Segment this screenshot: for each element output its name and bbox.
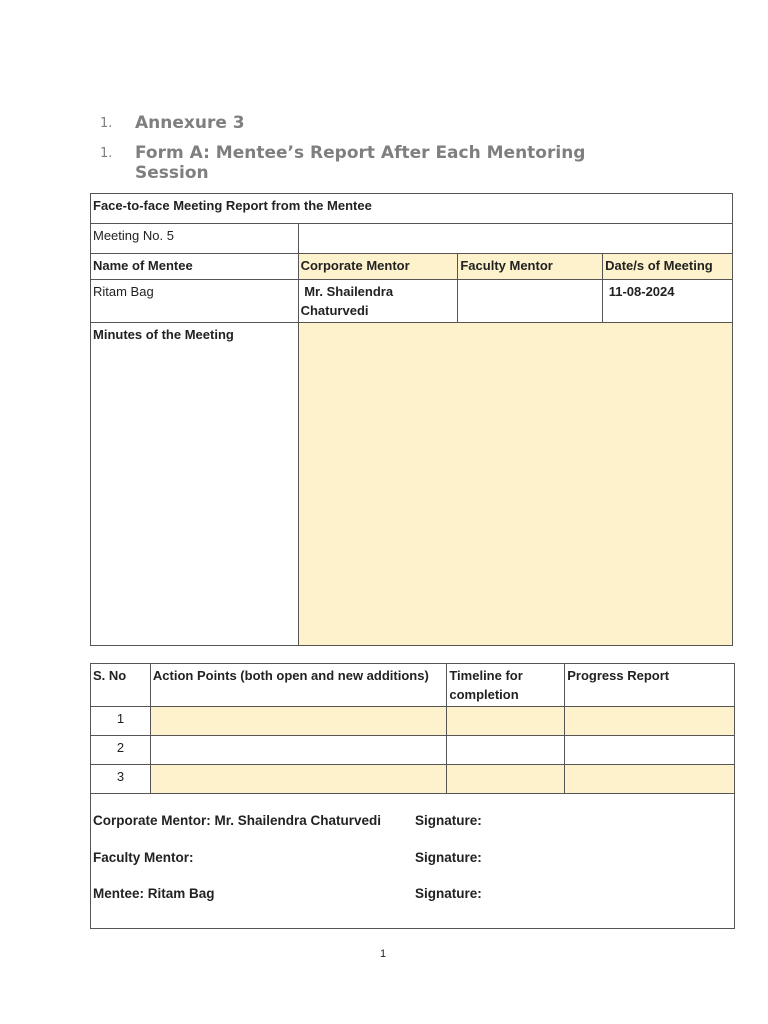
meeting-report-table <box>90 193 733 646</box>
timeline-cell[interactable] <box>447 736 565 765</box>
mentee-label: Mentee: Ritam Bag <box>93 886 215 901</box>
annexure-title: Annexure 3 <box>135 113 245 133</box>
form-title: Form A: Mentee’s Report After Each Mentoring Session <box>135 143 586 183</box>
action-point-cell[interactable] <box>150 765 446 794</box>
mentee-name[interactable]: Ritam Bag <box>91 280 299 323</box>
progress-cell[interactable] <box>565 765 735 794</box>
header-date-of-meeting: Date/s of Meeting <box>603 254 733 280</box>
page-number: 1 <box>380 948 387 960</box>
header-corporate-mentor: Corporate Mentor <box>298 254 458 280</box>
signature-section <box>91 794 735 929</box>
meeting-number: Meeting No. 5 <box>91 224 299 254</box>
progress-cell[interactable] <box>565 707 735 736</box>
meeting-number-value[interactable] <box>298 224 732 254</box>
minutes-label: Minutes of the Meeting <box>91 323 299 646</box>
faculty-mentor-signature[interactable]: Signature: <box>415 850 482 865</box>
action-points-table <box>90 663 735 929</box>
mentee-signature[interactable]: Signature: <box>415 886 482 901</box>
action-point-cell[interactable] <box>150 707 446 736</box>
timeline-cell[interactable] <box>447 765 565 794</box>
row-number: 3 <box>91 765 151 794</box>
row-number: 2 <box>91 736 151 765</box>
header-progress-report: Progress Report <box>565 664 735 707</box>
minutes-field[interactable] <box>298 323 603 646</box>
header-action-points: Action Points (both open and new additions) <box>150 664 446 707</box>
faculty-mentor-label: Faculty Mentor: <box>93 850 194 865</box>
header-timeline: Timeline for completion <box>447 664 565 707</box>
corporate-mentor-name[interactable]: Mr. Shailendra Chaturvedi <box>298 280 458 323</box>
faculty-mentor-name[interactable] <box>458 280 603 323</box>
header-sno: S. No <box>91 664 151 707</box>
timeline-cell[interactable] <box>447 707 565 736</box>
header-name-of-mentee: Name of Mentee <box>91 254 299 280</box>
row-number: 1 <box>91 707 151 736</box>
minutes-field-extra[interactable] <box>603 323 733 646</box>
list-number: 1. <box>100 146 113 161</box>
progress-cell[interactable] <box>565 736 735 765</box>
corporate-mentor-label: Corporate Mentor: Mr. Shailendra Chaturvedi <box>93 813 382 828</box>
meeting-date[interactable]: 11-08-2024 <box>603 280 733 323</box>
corporate-mentor-signature[interactable]: Signature: <box>415 813 482 828</box>
header-faculty-mentor: Faculty Mentor <box>458 254 603 280</box>
table-title: Face-to-face Meeting Report from the Mentee <box>91 194 733 224</box>
action-point-cell[interactable] <box>150 736 446 765</box>
list-number: 1. <box>100 116 113 131</box>
